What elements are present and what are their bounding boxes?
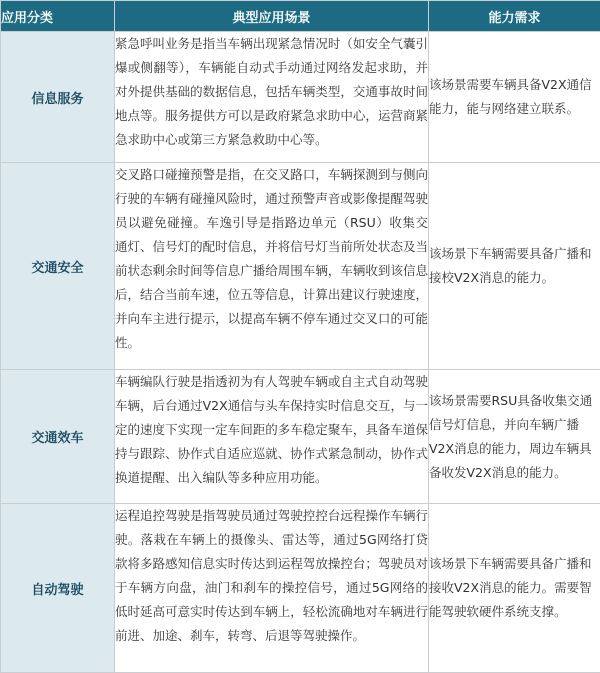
header-requirement: 能力需求: [429, 1, 600, 32]
table-header-row: [1, 1, 600, 32]
table-row: [1, 370, 600, 504]
requirement-cell: 该场景需要RSU具备收集交通信号灯信息，并向车辆广播V2X消息的能力，周边车辆具备收发V2X消息的能力。: [429, 370, 600, 504]
category-cell: 信息服务: [1, 32, 115, 163]
scenario-cell: 车辆编队行驶是指透初为有人驾驶车辆或自主式自动驾驶车辆，后台通过V2X通信与头车保持实时信息交互，与一定的速度下实现一定车间距的多车稳定聚车，具备车道保持与跟踪、协作式自适应巡就、协作式紧急制动，协作式换道提醒、出入编队等多种应用功能。: [115, 370, 429, 504]
category-cell: 自动驾驶: [1, 504, 115, 673]
table-row: [1, 504, 600, 673]
scenario-cell: 交叉路口碰撞预警是指，在交叉路口，车辆探测到与侧向行驶的车辆有碰撞风险时，通过预警声音或影像提醒驾驶员以避免碰撞。车逸引导是指路边单元（RSU）收集交通灯、信号灯的配时信息，并将信号灯当前所处状态及当前状态剩余时间等信息广播给周围车辆，车辆收到该信息后，结合当前车速，位五等信息，计算出建议行驶速度，并向车主进行提示，以提高车辆不停车通过交叉口的可能性。: [115, 163, 429, 370]
table-row: [1, 32, 600, 163]
category-cell: 交通效车: [1, 370, 115, 504]
header-scenario: 典型应用场景: [115, 1, 429, 32]
requirement-cell: 该场景下车辆需要具备广播和接收V2X消息的能力。需要智能驾驶软硬件系统支撑。: [429, 504, 600, 673]
table-row: [1, 163, 600, 370]
category-cell: 交通安全: [1, 163, 115, 370]
requirement-cell: 该场景下车辆需要具备广播和接校V2X消息的能力。: [429, 163, 600, 370]
header-category: 应用分类: [1, 1, 115, 32]
requirement-cell: 该场景需要车辆具备V2X通信能力，能与网络建立联系。: [429, 32, 600, 163]
scenario-cell: 运程追控驾驶是指驾驶员通过驾驶控控台远程操作车辆行驶。落栽在车辆上的摄像头、雷达等，通过5G网络打贷款将多路感知信息实时传达到运程驾放操控台；驾驶员对于车辆方向盘，油门和刹车的操控信号，通过5G网络的低时延高可意实时传达到车辆上，轻松流确地对车辆进行前进、加途、刹车，转弯、后退等驾驶操作。: [115, 504, 429, 673]
scenario-cell: 紧急呼叫业务是指当车辆出现紧急情况时（如安全气囊引爆或侧翻等），车辆能自动式手动通过网络发起求助，并对外提供基础的数据信息，包括车辆类型，交通事故时间地点等。服务提供方可以是政府紧急求助中心，运营商紧急求助中心或第三方紧急救助中心等。: [115, 32, 429, 163]
